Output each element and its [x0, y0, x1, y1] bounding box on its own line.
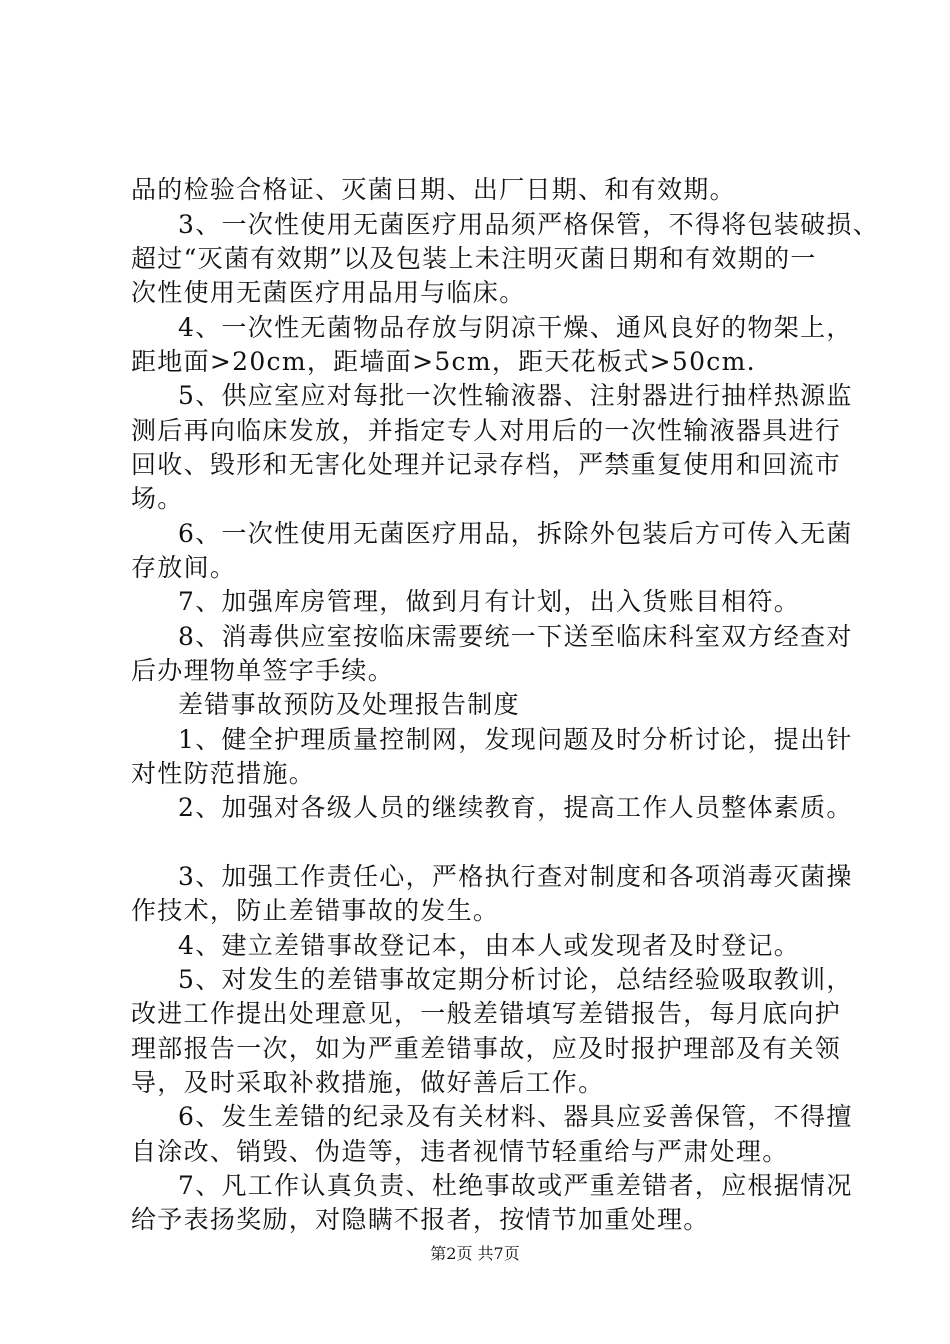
- text-line: 品的检验合格证、灭菌日期、出厂日期、和有效期。: [131, 175, 736, 204]
- text-line: 6、一次性使用无菌医疗用品，拆除外包装后方可传入无菌: [178, 519, 853, 548]
- text-line: 5、对发生的差错事故定期分析讨论，总结经验吸取教训，: [178, 965, 853, 994]
- text-line: 8、消毒供应室按临床需要统一下送至临床科室双方经查对: [178, 622, 853, 651]
- text-line: 6、发生差错的纪录及有关材料、器具应妥善保管，不得擅: [178, 1102, 853, 1131]
- text-line: 7、凡工作认真负责、杜绝事故或严重差错者，应根据情况: [178, 1171, 853, 1200]
- text-line: 给予表扬奖励，对隐瞒不报者，按情节加重处理。: [131, 1205, 710, 1234]
- text-line: 3、加强工作责任心，严格执行查对制度和各项消毒灭菌操: [178, 862, 853, 891]
- text-line: 理部报告一次，如为严重差错事故，应及时报护理部及有关领: [131, 1034, 842, 1063]
- text-line: 距地面>20cm，距墙面>5cm，距天花板式>50cm.: [131, 347, 756, 376]
- text-line: 3、一次性使用无菌医疗用品须严格保管，不得将包装破损、: [178, 210, 880, 239]
- text-line: 回收、毁形和无害化处理并记录存档，严禁重复使用和回流市: [131, 450, 842, 479]
- text-line: 1、健全护理质量控制网，发现问题及时分析讨论，提出针: [178, 725, 853, 754]
- page-number-footer: 第2页 共7页: [430, 1244, 520, 1263]
- text-line: 2、加强对各级人员的继续教育，提高工作人员整体素质。: [178, 793, 853, 822]
- text-line: 场。: [131, 484, 184, 513]
- text-line: 7、加强库房管理，做到月有计划，出入货账目相符。: [178, 587, 801, 616]
- text-line: 导，及时采取补救措施，做好善后工作。: [131, 1068, 605, 1097]
- text-line: 自涂改、销毁、伪造等，违者视情节轻重给与严肃处理。: [131, 1137, 789, 1166]
- text-line: 超过“灭菌有效期”以及包装上未注明灭菌日期和有效期的一: [131, 244, 817, 273]
- text-line: 测后再向临床发放，并指定专人对用后的一次性输液器具进行: [131, 416, 842, 445]
- text-line: 后办理物单签字手续。: [131, 656, 395, 685]
- text-line: 4、一次性无菌物品存放与阴凉干燥、通风良好的物架上，: [178, 313, 853, 342]
- text-line: 次性使用无菌医疗用品用与临床。: [131, 278, 526, 307]
- text-line: 存放间。: [131, 553, 237, 582]
- section-heading: 差错事故预防及处理报告制度: [178, 690, 520, 719]
- text-line: 5、供应室应对每批一次性输液器、注射器进行抽样热源监: [178, 381, 853, 410]
- text-line: 4、建立差错事故登记本，由本人或发现者及时登记。: [178, 931, 801, 960]
- text-line: 对性防范措施。: [131, 759, 316, 788]
- text-line: 改进工作提出处理意见，一般差错填写差错报告，每月底向护: [131, 999, 842, 1028]
- text-line: 作技术，防止差错事故的发生。: [131, 896, 500, 925]
